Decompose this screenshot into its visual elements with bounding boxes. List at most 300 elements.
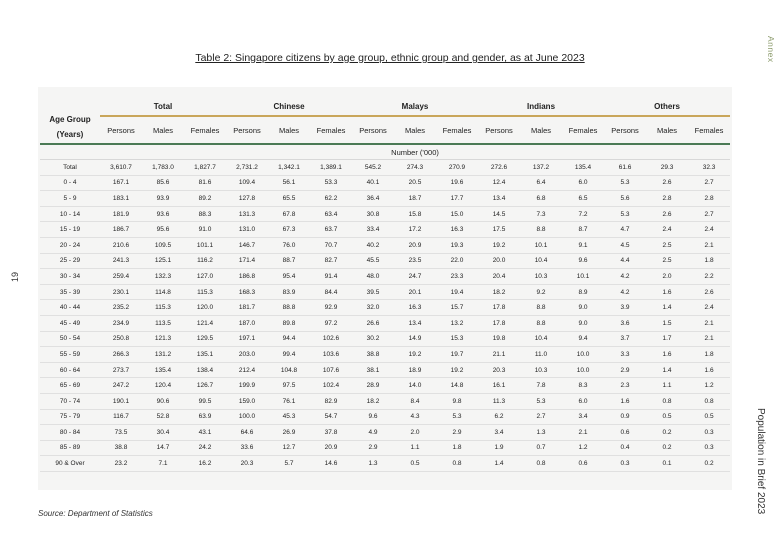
- sub-header-persons: Persons: [107, 125, 135, 135]
- value-cell: 14.0: [394, 378, 436, 394]
- value-cell: 135.4: [142, 362, 184, 378]
- value-cell: 1.6: [688, 362, 730, 378]
- value-cell: 2.2: [688, 269, 730, 285]
- age-group-cell: 0 - 4: [40, 175, 100, 191]
- value-cell: 0.3: [688, 425, 730, 441]
- value-cell: 63.9: [184, 409, 226, 425]
- value-cell: 12.7: [268, 440, 310, 456]
- age-group-cell: 5 - 9: [40, 191, 100, 207]
- age-group-cell: 75 - 79: [40, 409, 100, 425]
- value-cell: 88.7: [268, 253, 310, 269]
- value-cell: 23.5: [394, 253, 436, 269]
- value-cell: 2.7: [688, 206, 730, 222]
- value-cell: 107.6: [310, 362, 352, 378]
- value-cell: 21.1: [478, 347, 520, 363]
- value-cell: 20.9: [394, 237, 436, 253]
- age-group-cell: 25 - 29: [40, 253, 100, 269]
- value-cell: 4.4: [604, 253, 646, 269]
- value-cell: 3.9: [604, 300, 646, 316]
- value-cell: 0.8: [646, 393, 688, 409]
- value-cell: 10.3: [520, 362, 562, 378]
- value-cell: 266.3: [100, 347, 142, 363]
- value-cell: 1.3: [520, 425, 562, 441]
- value-cell: 76.0: [268, 237, 310, 253]
- value-cell: 131.3: [226, 206, 268, 222]
- value-cell: 23.3: [436, 269, 478, 285]
- value-cell: 20.3: [226, 456, 268, 472]
- sub-header-persons: Persons: [359, 125, 387, 135]
- value-cell: 95.6: [142, 222, 184, 238]
- value-cell: 9.0: [562, 300, 604, 316]
- value-cell: 5.3: [604, 206, 646, 222]
- table-title: Table 2: Singapore citizens by age group, ethnic group and gender, as at June 2023: [195, 52, 585, 64]
- value-cell: 38.8: [100, 440, 142, 456]
- table-row: [40, 425, 730, 441]
- group-header-indians: Indians: [478, 87, 604, 116]
- value-cell: 26.9: [268, 425, 310, 441]
- value-cell: 10.1: [520, 237, 562, 253]
- value-cell: 19.4: [436, 284, 478, 300]
- value-cell: 4.5: [604, 237, 646, 253]
- value-cell: 0.2: [646, 440, 688, 456]
- value-cell: 22.0: [436, 253, 478, 269]
- value-cell: 6.4: [520, 175, 562, 191]
- sub-header-females: Females: [316, 125, 346, 135]
- value-cell: 1,342.1: [268, 160, 310, 176]
- age-group-cell: Total: [40, 160, 100, 176]
- value-cell: 127.0: [184, 269, 226, 285]
- value-cell: 273.7: [100, 362, 142, 378]
- value-cell: 15.7: [436, 300, 478, 316]
- value-cell: 210.6: [100, 237, 142, 253]
- value-cell: 40.2: [352, 237, 394, 253]
- value-cell: 190.1: [100, 393, 142, 409]
- value-cell: 73.5: [100, 425, 142, 441]
- value-cell: 10.1: [562, 269, 604, 285]
- value-cell: 8.9: [562, 284, 604, 300]
- value-cell: 93.9: [142, 191, 184, 207]
- value-cell: 13.4: [394, 315, 436, 331]
- value-cell: 1.2: [562, 440, 604, 456]
- value-cell: 6.8: [520, 191, 562, 207]
- value-cell: 17.7: [436, 191, 478, 207]
- value-cell: 4.2: [604, 269, 646, 285]
- value-cell: 10.4: [520, 331, 562, 347]
- age-group-cell: 15 - 19: [40, 222, 100, 238]
- value-cell: 88.3: [184, 206, 226, 222]
- value-cell: 90.6: [142, 393, 184, 409]
- table-row: [40, 269, 730, 285]
- value-cell: 8.8: [520, 300, 562, 316]
- value-cell: 16.1: [478, 378, 520, 394]
- value-cell: 11.0: [520, 347, 562, 363]
- value-cell: 9.8: [436, 393, 478, 409]
- value-cell: 6.5: [562, 191, 604, 207]
- value-cell: 116.7: [100, 409, 142, 425]
- value-cell: 4.7: [604, 222, 646, 238]
- group-header-row: [40, 87, 730, 116]
- value-cell: 6.0: [562, 175, 604, 191]
- age-group-cell: 30 - 34: [40, 269, 100, 285]
- value-cell: 5.7: [268, 456, 310, 472]
- value-cell: 102.6: [310, 331, 352, 347]
- value-cell: 63.4: [310, 206, 352, 222]
- value-cell: 2.8: [646, 191, 688, 207]
- value-cell: 0.8: [688, 393, 730, 409]
- value-cell: 15.3: [436, 331, 478, 347]
- value-cell: 235.2: [100, 300, 142, 316]
- value-cell: 2.1: [562, 425, 604, 441]
- value-cell: 39.5: [352, 284, 394, 300]
- table-row: [40, 300, 730, 316]
- value-cell: 114.8: [142, 284, 184, 300]
- value-cell: 3.6: [604, 315, 646, 331]
- value-cell: 3.4: [562, 409, 604, 425]
- age-group-cell: 60 - 64: [40, 362, 100, 378]
- unit-row: [40, 144, 730, 160]
- value-cell: 19.3: [436, 237, 478, 253]
- value-cell: 1.1: [646, 378, 688, 394]
- group-header-others: Others: [604, 87, 730, 116]
- sub-header-males: Males: [404, 125, 425, 135]
- value-cell: 16.2: [184, 456, 226, 472]
- table-row: [40, 362, 730, 378]
- table-row: [40, 206, 730, 222]
- value-cell: 102.4: [310, 378, 352, 394]
- value-cell: 6.2: [478, 409, 520, 425]
- sub-header-females: Females: [442, 125, 472, 135]
- value-cell: 113.5: [142, 315, 184, 331]
- value-cell: 115.3: [142, 300, 184, 316]
- value-cell: 0.5: [394, 456, 436, 472]
- value-cell: 24.7: [394, 269, 436, 285]
- sub-header-persons: Persons: [485, 125, 513, 135]
- value-cell: 7.3: [520, 206, 562, 222]
- value-cell: 203.0: [226, 347, 268, 363]
- value-cell: 2.4: [688, 300, 730, 316]
- value-cell: 186.7: [100, 222, 142, 238]
- value-cell: 63.7: [310, 222, 352, 238]
- value-cell: 1.3: [352, 456, 394, 472]
- table-row: [40, 378, 730, 394]
- value-cell: 4.3: [394, 409, 436, 425]
- age-group-cell: 55 - 59: [40, 347, 100, 363]
- value-cell: 2.8: [688, 191, 730, 207]
- value-cell: 14.7: [142, 440, 184, 456]
- value-cell: 8.8: [520, 315, 562, 331]
- value-cell: 8.7: [562, 222, 604, 238]
- value-cell: 8.4: [394, 393, 436, 409]
- value-cell: 2.6: [646, 206, 688, 222]
- table-row: [40, 456, 730, 472]
- value-cell: 234.9: [100, 315, 142, 331]
- value-cell: 10.4: [520, 253, 562, 269]
- value-cell: 0.3: [688, 440, 730, 456]
- value-cell: 17.2: [394, 222, 436, 238]
- value-cell: 14.6: [310, 456, 352, 472]
- value-cell: 13.2: [436, 315, 478, 331]
- value-cell: 19.2: [478, 237, 520, 253]
- value-cell: 16.3: [394, 300, 436, 316]
- value-cell: 241.3: [100, 253, 142, 269]
- sub-header-males: Males: [531, 125, 552, 135]
- value-cell: 18.9: [394, 362, 436, 378]
- age-group-cell: 80 - 84: [40, 425, 100, 441]
- side-annex-label: Annex: [766, 36, 776, 63]
- value-cell: 115.3: [184, 284, 226, 300]
- value-cell: 2.6: [688, 284, 730, 300]
- value-cell: 67.3: [268, 222, 310, 238]
- table-row: [40, 440, 730, 456]
- value-cell: 99.5: [184, 393, 226, 409]
- value-cell: 1.6: [646, 347, 688, 363]
- value-cell: 19.2: [436, 362, 478, 378]
- value-cell: 2.1: [688, 331, 730, 347]
- value-cell: 135.1: [184, 347, 226, 363]
- value-cell: 247.2: [100, 378, 142, 394]
- value-cell: 1.4: [646, 362, 688, 378]
- table-row: [40, 347, 730, 363]
- value-cell: 212.4: [226, 362, 268, 378]
- value-cell: 83.9: [268, 284, 310, 300]
- value-cell: 1.9: [478, 440, 520, 456]
- group-header-total: Total: [100, 87, 226, 116]
- age-group-label: Age Group: [49, 115, 91, 124]
- table-row: [40, 222, 730, 238]
- value-cell: 197.1: [226, 331, 268, 347]
- age-group-cell: 40 - 44: [40, 300, 100, 316]
- value-cell: 92.9: [310, 300, 352, 316]
- value-cell: 65.5: [268, 191, 310, 207]
- population-table: [40, 87, 730, 472]
- value-cell: 0.6: [604, 425, 646, 441]
- value-cell: 20.1: [394, 284, 436, 300]
- value-cell: 146.7: [226, 237, 268, 253]
- sub-header-persons: Persons: [611, 125, 639, 135]
- age-group-cell: 45 - 49: [40, 315, 100, 331]
- value-cell: 1,389.1: [310, 160, 352, 176]
- value-cell: 1.6: [646, 284, 688, 300]
- table-row: [40, 253, 730, 269]
- value-cell: 33.4: [352, 222, 394, 238]
- value-cell: 2.5: [646, 237, 688, 253]
- sub-header-males: Males: [278, 125, 299, 135]
- value-cell: 2.5: [646, 253, 688, 269]
- value-cell: 76.1: [268, 393, 310, 409]
- value-cell: 97.5: [268, 378, 310, 394]
- value-cell: 18.2: [478, 284, 520, 300]
- value-cell: 45.3: [268, 409, 310, 425]
- value-cell: 52.8: [142, 409, 184, 425]
- value-cell: 2.9: [436, 425, 478, 441]
- age-group-cell: 85 - 89: [40, 440, 100, 456]
- value-cell: 0.2: [646, 425, 688, 441]
- value-cell: 18.7: [394, 191, 436, 207]
- value-cell: 17.5: [478, 222, 520, 238]
- value-cell: 2.9: [604, 362, 646, 378]
- value-cell: 81.6: [184, 175, 226, 191]
- table-row: [40, 237, 730, 253]
- value-cell: 109.5: [142, 237, 184, 253]
- value-cell: 91.4: [310, 269, 352, 285]
- value-cell: 8.8: [520, 222, 562, 238]
- value-cell: 101.1: [184, 237, 226, 253]
- value-cell: 30.2: [352, 331, 394, 347]
- age-group-cell: 35 - 39: [40, 284, 100, 300]
- value-cell: 125.1: [142, 253, 184, 269]
- value-cell: 23.2: [100, 456, 142, 472]
- value-cell: 82.9: [310, 393, 352, 409]
- value-cell: 0.8: [436, 456, 478, 472]
- value-cell: 1,783.0: [142, 160, 184, 176]
- table-row: [40, 191, 730, 207]
- value-cell: 0.3: [604, 456, 646, 472]
- page-number: 19: [10, 272, 20, 283]
- value-cell: 132.3: [142, 269, 184, 285]
- value-cell: 186.8: [226, 269, 268, 285]
- unit-label: Number ('000): [100, 144, 730, 160]
- table-row: [40, 393, 730, 409]
- value-cell: 14.5: [478, 206, 520, 222]
- value-cell: 121.4: [184, 315, 226, 331]
- value-cell: 89.2: [184, 191, 226, 207]
- value-cell: 82.7: [310, 253, 352, 269]
- value-cell: 121.3: [142, 331, 184, 347]
- value-cell: 4.9: [352, 425, 394, 441]
- value-cell: 131.2: [142, 347, 184, 363]
- age-group-header: [40, 87, 100, 144]
- value-cell: 2.6: [646, 175, 688, 191]
- value-cell: 84.4: [310, 284, 352, 300]
- value-cell: 38.8: [352, 347, 394, 363]
- value-cell: 127.8: [226, 191, 268, 207]
- value-cell: 2.4: [688, 222, 730, 238]
- value-cell: 100.0: [226, 409, 268, 425]
- value-cell: 33.6: [226, 440, 268, 456]
- value-cell: 129.5: [184, 331, 226, 347]
- value-cell: 2.0: [394, 425, 436, 441]
- value-cell: 9.0: [562, 315, 604, 331]
- value-cell: 40.1: [352, 175, 394, 191]
- value-cell: 91.0: [184, 222, 226, 238]
- value-cell: 15.0: [436, 206, 478, 222]
- value-cell: 0.4: [604, 440, 646, 456]
- value-cell: 1.1: [394, 440, 436, 456]
- value-cell: 0.8: [520, 456, 562, 472]
- value-cell: 137.2: [520, 160, 562, 176]
- value-cell: 1.2: [688, 378, 730, 394]
- value-cell: 61.6: [604, 160, 646, 176]
- group-header-malays: Malays: [352, 87, 478, 116]
- value-cell: 7.1: [142, 456, 184, 472]
- value-cell: 99.4: [268, 347, 310, 363]
- value-cell: 7.2: [562, 206, 604, 222]
- value-cell: 70.7: [310, 237, 352, 253]
- sub-header-females: Females: [190, 125, 220, 135]
- value-cell: 9.4: [562, 331, 604, 347]
- value-cell: 1.5: [646, 315, 688, 331]
- value-cell: 17.8: [478, 315, 520, 331]
- value-cell: 126.7: [184, 378, 226, 394]
- value-cell: 94.4: [268, 331, 310, 347]
- value-cell: 3.4: [478, 425, 520, 441]
- value-cell: 54.7: [310, 409, 352, 425]
- value-cell: 168.3: [226, 284, 268, 300]
- value-cell: 2.1: [688, 315, 730, 331]
- value-cell: 5.6: [604, 191, 646, 207]
- value-cell: 16.3: [436, 222, 478, 238]
- value-cell: 28.9: [352, 378, 394, 394]
- value-cell: 187.0: [226, 315, 268, 331]
- value-cell: 10.0: [562, 362, 604, 378]
- value-cell: 1.8: [688, 253, 730, 269]
- age-group-cell: 65 - 69: [40, 378, 100, 394]
- value-cell: 1.6: [604, 393, 646, 409]
- value-cell: 9.6: [352, 409, 394, 425]
- sub-header-females: Females: [568, 125, 598, 135]
- value-cell: 0.2: [688, 456, 730, 472]
- value-cell: 1.4: [646, 300, 688, 316]
- value-cell: 8.3: [562, 378, 604, 394]
- age-group-cell: 10 - 14: [40, 206, 100, 222]
- value-cell: 120.0: [184, 300, 226, 316]
- value-cell: 32.3: [688, 160, 730, 176]
- value-cell: 5.3: [604, 175, 646, 191]
- side-publication-label: Population in Brief 2023: [755, 408, 766, 515]
- age-group-cell: 90 & Over: [40, 456, 100, 472]
- value-cell: 19.2: [394, 347, 436, 363]
- value-cell: 183.1: [100, 191, 142, 207]
- value-cell: 2.4: [646, 222, 688, 238]
- sub-header-males: Males: [152, 125, 173, 135]
- value-cell: 3.3: [604, 347, 646, 363]
- value-cell: 30.4: [142, 425, 184, 441]
- value-cell: 6.0: [562, 393, 604, 409]
- value-cell: 43.1: [184, 425, 226, 441]
- value-cell: 2.7: [688, 175, 730, 191]
- value-cell: 62.2: [310, 191, 352, 207]
- sub-header-row: [40, 116, 730, 144]
- age-group-cell: 20 - 24: [40, 237, 100, 253]
- value-cell: 88.8: [268, 300, 310, 316]
- sub-header-males: Males: [657, 125, 678, 135]
- value-cell: 45.5: [352, 253, 394, 269]
- value-cell: 2.1: [688, 237, 730, 253]
- value-cell: 36.4: [352, 191, 394, 207]
- value-cell: 14.8: [436, 378, 478, 394]
- value-cell: 20.4: [478, 269, 520, 285]
- value-cell: 1,827.7: [184, 160, 226, 176]
- value-cell: 15.8: [394, 206, 436, 222]
- value-cell: 0.5: [646, 409, 688, 425]
- value-cell: 32.0: [352, 300, 394, 316]
- value-cell: 1.8: [436, 440, 478, 456]
- sub-header-persons: Persons: [233, 125, 261, 135]
- value-cell: 11.3: [478, 393, 520, 409]
- value-cell: 9.2: [520, 284, 562, 300]
- value-cell: 26.6: [352, 315, 394, 331]
- value-cell: 89.8: [268, 315, 310, 331]
- value-cell: 199.9: [226, 378, 268, 394]
- value-cell: 5.3: [436, 409, 478, 425]
- value-cell: 2.0: [646, 269, 688, 285]
- value-cell: 1.7: [646, 331, 688, 347]
- value-cell: 18.2: [352, 393, 394, 409]
- source-note: Source: Department of Statistics: [38, 509, 153, 518]
- value-cell: 48.0: [352, 269, 394, 285]
- value-cell: 95.4: [268, 269, 310, 285]
- value-cell: 2.3: [604, 378, 646, 394]
